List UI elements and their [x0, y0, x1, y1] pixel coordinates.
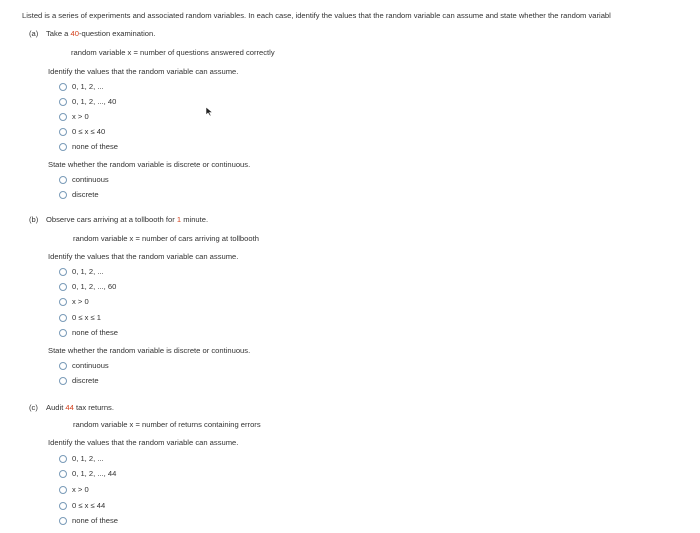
part-b-values-option-5[interactable]: none of these	[59, 328, 118, 337]
part-c-values-option-2[interactable]: 0, 1, 2, ..., 44	[59, 469, 116, 478]
radio-button-icon[interactable]	[59, 283, 67, 291]
radio-button-icon[interactable]	[59, 176, 67, 184]
part-c-identify-prompt: Identify the values that the random variable can assume.	[48, 438, 239, 447]
part-c-experiment: (c) Audit 44 tax returns.	[29, 403, 114, 412]
part-c-label: (c)	[29, 403, 38, 412]
part-a-label: (a)	[29, 29, 39, 38]
part-a-values-option-1[interactable]: 0, 1, 2, ...	[59, 82, 104, 91]
radio-button-icon[interactable]	[59, 470, 67, 478]
part-a-values-option-3[interactable]: x > 0	[59, 112, 89, 121]
radio-button-icon[interactable]	[59, 377, 67, 385]
part-a-experiment: (a) Take a 40-question examination.	[29, 29, 156, 38]
part-c-values-option-1[interactable]: 0, 1, 2, ...	[59, 454, 104, 463]
part-b-identify-prompt: Identify the values that the random variable can assume.	[48, 252, 239, 261]
part-c-values-option-5[interactable]: none of these	[59, 516, 118, 525]
instructions-text: Listed is a series of experiments and associated random variables. In each case, identify the values that the random variable can assume and state whether the random variabl	[22, 11, 611, 20]
radio-button-icon[interactable]	[59, 329, 67, 337]
part-b-experiment: (b) Observe cars arriving at a tollbooth for 1 minute.	[29, 215, 209, 224]
radio-button-icon[interactable]	[59, 98, 67, 106]
radio-button-icon[interactable]	[59, 113, 67, 121]
part-b-type-continuous[interactable]: continuous	[59, 361, 109, 370]
part-a-type-continuous[interactable]: continuous	[59, 175, 109, 184]
part-b-values-option-1[interactable]: 0, 1, 2, ...	[59, 267, 104, 276]
part-a-highlight-value: 40	[70, 29, 79, 38]
part-a-random-variable: random variable x = number of questions answered correctly	[71, 48, 275, 57]
part-a-state-prompt: State whether the random variable is discrete or continuous.	[48, 160, 251, 169]
radio-button-icon[interactable]	[59, 128, 67, 136]
radio-button-icon[interactable]	[59, 486, 67, 494]
part-a-values-option-4[interactable]: 0 ≤ x ≤ 40	[59, 127, 105, 136]
part-c-random-variable: random variable x = number of returns containing errors	[73, 420, 261, 429]
part-b-state-prompt: State whether the random variable is discrete or continuous.	[48, 346, 251, 355]
mouse-cursor-icon	[205, 106, 214, 117]
part-b-label: (b)	[29, 215, 39, 224]
radio-button-icon[interactable]	[59, 191, 67, 199]
part-b-values-option-3[interactable]: x > 0	[59, 297, 89, 306]
radio-button-icon[interactable]	[59, 362, 67, 370]
part-b-type-discrete[interactable]: discrete	[59, 376, 99, 385]
radio-button-icon[interactable]	[59, 517, 67, 525]
part-a-type-discrete[interactable]: discrete	[59, 190, 99, 199]
radio-button-icon[interactable]	[59, 314, 67, 322]
radio-button-icon[interactable]	[59, 268, 67, 276]
radio-button-icon[interactable]	[59, 83, 67, 91]
part-c-highlight-value: 44	[65, 403, 74, 412]
radio-button-icon[interactable]	[59, 143, 67, 151]
part-a-values-option-5[interactable]: none of these	[59, 142, 118, 151]
part-a-values-option-2[interactable]: 0, 1, 2, ..., 40	[59, 97, 116, 106]
part-c-values-option-4[interactable]: 0 ≤ x ≤ 44	[59, 501, 105, 510]
part-b-random-variable: random variable x = number of cars arriving at tollbooth	[73, 234, 259, 243]
part-b-highlight-value: 1	[176, 215, 182, 224]
radio-button-icon[interactable]	[59, 502, 67, 510]
part-c-values-option-3[interactable]: x > 0	[59, 485, 89, 494]
radio-button-icon[interactable]	[59, 455, 67, 463]
part-b-values-option-2[interactable]: 0, 1, 2, ..., 60	[59, 282, 116, 291]
radio-button-icon[interactable]	[59, 298, 67, 306]
part-a-identify-prompt: Identify the values that the random variable can assume.	[48, 67, 239, 76]
part-b-values-option-4[interactable]: 0 ≤ x ≤ 1	[59, 313, 101, 322]
